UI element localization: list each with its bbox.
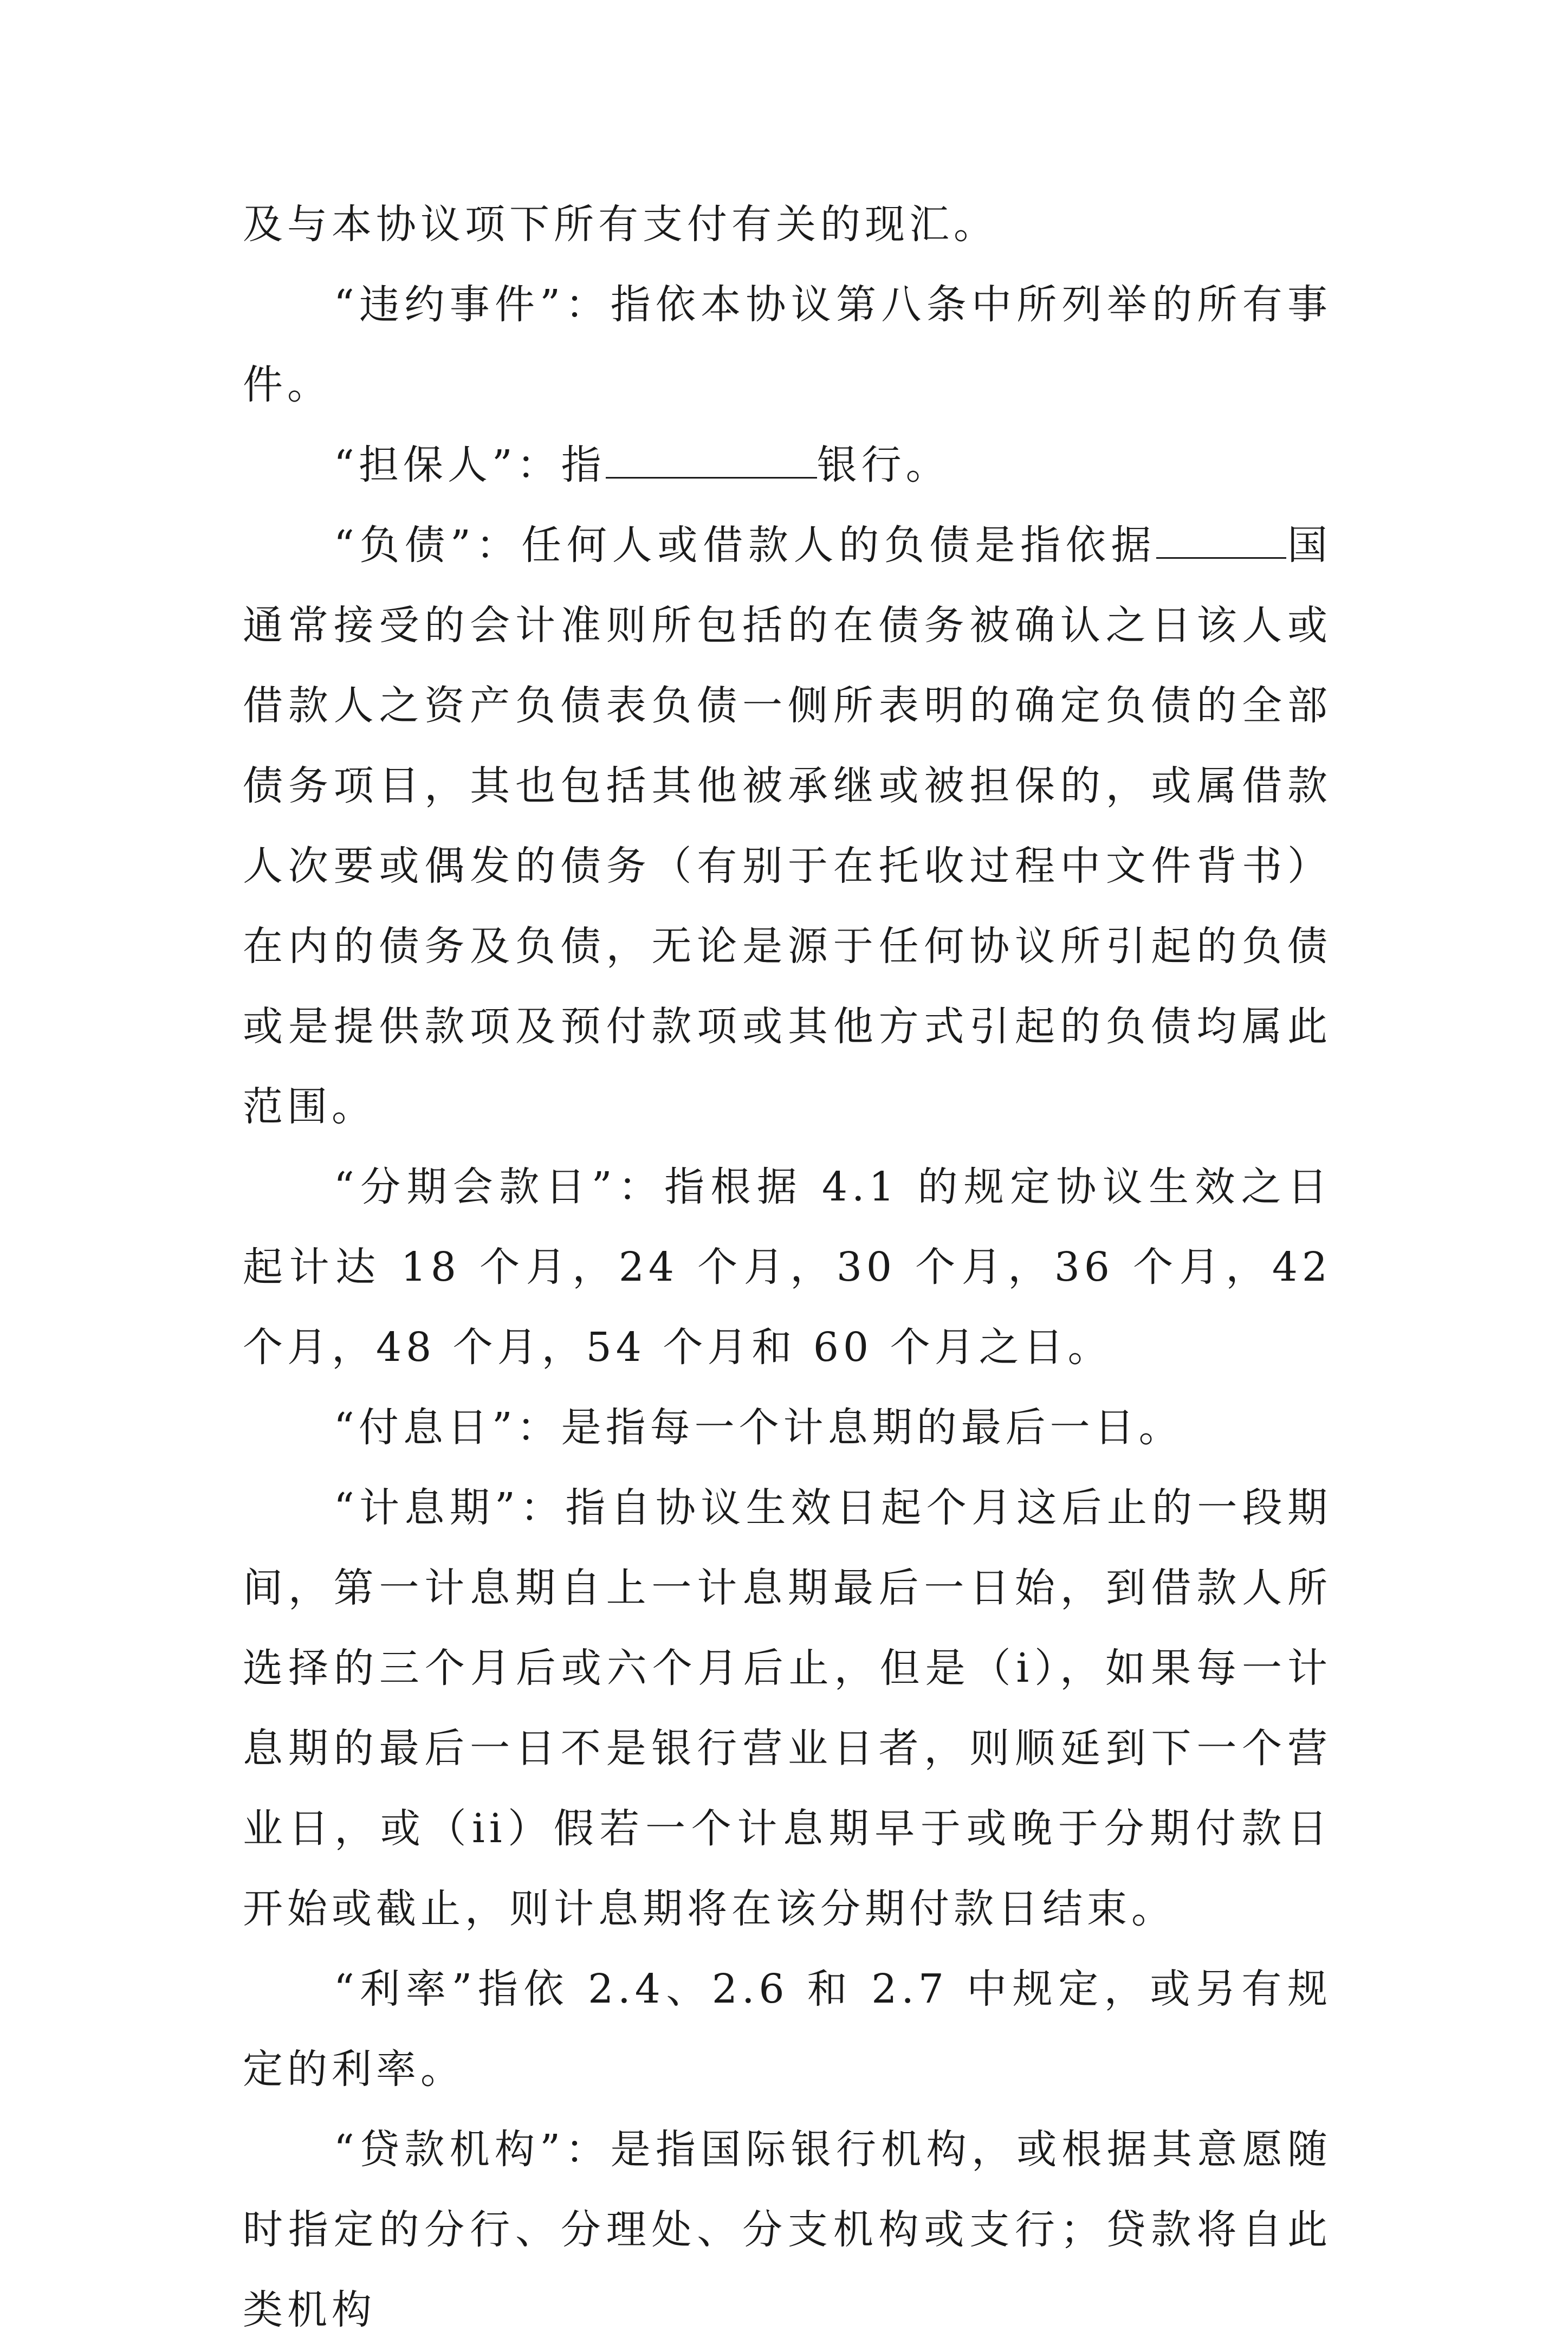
paragraph-text: “分期会款日”：指根据 4.1 的规定协议生效之日起计达 18 个月，24 个月，30 个月，36 个月，42 个月，48 个月，54 个月和 60 个月之日。 [243, 1164, 1332, 1371]
definition-interest-rate [243, 1949, 1332, 2109]
definition-default-events [243, 264, 1332, 425]
definition-guarantor [243, 425, 1332, 505]
paragraph-text: “贷款机构”：是指国际银行机构，或根据其意愿随时指定的分行、分理处、分支机构或支行；贷款将自此类机构 [243, 2126, 1332, 2333]
definition-liabilities [243, 505, 1332, 1147]
paragraph-text: 国通常接受的会计准则所包括的在债务被确认之日该人或借款人之资产负债表负债一侧所表明的确定负债的全部债务项目，其也包括其他被承继或被担保的，或属借款人次要或偶发的债务（有别于在托收过程中文件背书）在内的债务及负债，无论是源于任何协议所引起的负债或是提供款项及预付款项或其他方式引起的负债均属此范围。 [243, 522, 1332, 1130]
paragraph-text: “付息日”：是指每一个计息期的最后一日。 [334, 1404, 1183, 1451]
paragraph-text: 及与本协议项下所有支付有关的现汇。 [243, 201, 998, 248]
paragraph-text: “利率”指依 2.4、2.6 和 2.7 中规定，或另有规定的利率。 [243, 1966, 1332, 2093]
paragraph-text: 银行。 [817, 442, 950, 488]
paragraph-text: “担保人”：指 [334, 442, 606, 488]
definition-installment-date [243, 1147, 1332, 1387]
paragraph-text: “负债”：任何人或借款人的负债是指依据 [334, 522, 1157, 569]
definition-interest-period [243, 1468, 1332, 1949]
fill-in-blank-guarantor [606, 434, 817, 479]
paragraph-text: “违约事件”：指依本协议第八条中所列举的所有事件。 [243, 281, 1332, 408]
definition-lending-office [243, 2109, 1332, 2350]
fill-in-blank-country [1156, 514, 1286, 559]
paragraph-text: “计息期”：指自协议生效日起个月这后止的一段期间，第一计息期自上一计息期最后一日始，到借款人所选择的三个月后或六个月后止，但是（i），如果每一计息期的最后一日不是银行营业日者，则顺延到下一个营业日，或（ii）假若一个计息期早于或晚于分期付款日开始或截止，则计息期将在该分期付款日结束。 [243, 1484, 1332, 1932]
document-body [243, 184, 1332, 2350]
definition-interest-payment-date [243, 1387, 1332, 1468]
paragraph-continuation [243, 184, 1332, 264]
